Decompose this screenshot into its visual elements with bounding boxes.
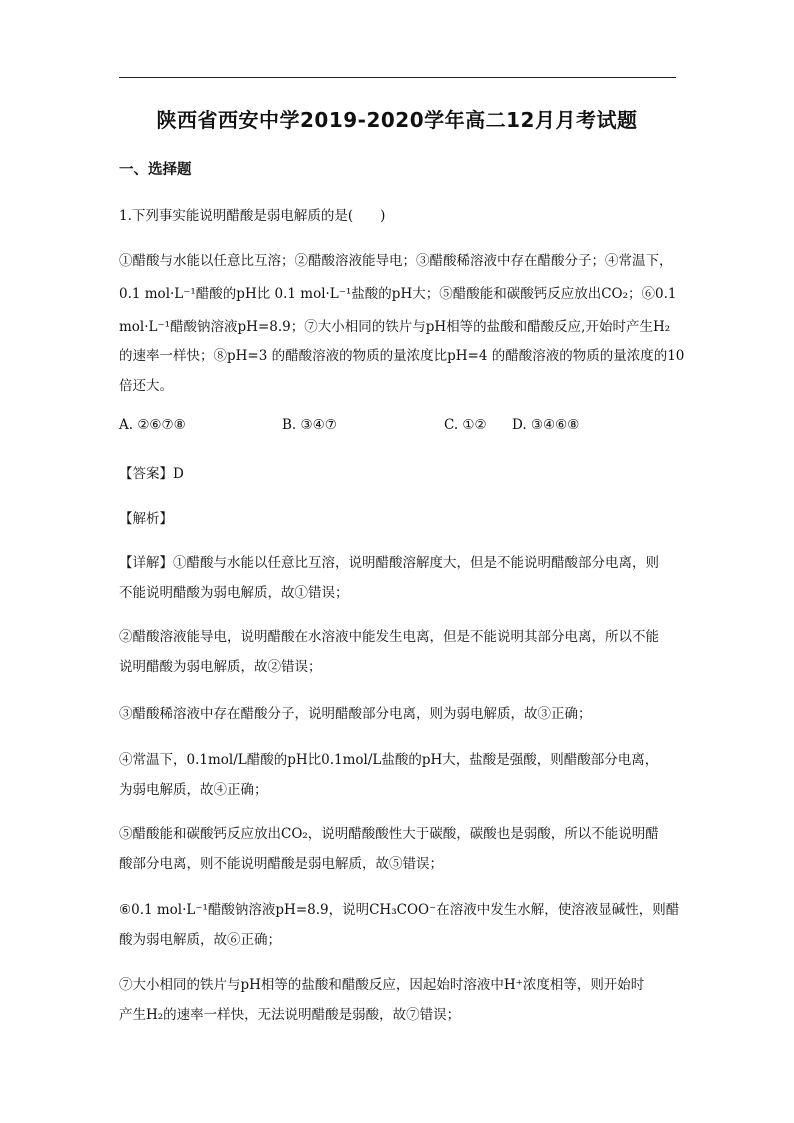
option-d: D. ③④⑥⑧ (512, 417, 580, 433)
question-line-4: 的速率一样快；⑧pH=3 的醋酸溶液的物质的量浓度比pH=4 的醋酸溶液的物质的量浓度的10 (119, 348, 685, 364)
explanation-line: 酸为弱电解质，故⑥正确； (119, 932, 281, 948)
answer-line: 【答案】D (119, 466, 184, 482)
explanation-line: 为弱电解质，故④正确； (119, 782, 268, 798)
question-line-2: 0.1 mol·L⁻¹醋酸的pH比 0.1 mol·L⁻¹盐酸的pH大；⑤醋酸能和碳酸钙反应放出CO₂；⑥0.1 (119, 286, 677, 302)
explanation-line: 说明醋酸为弱电解质，故②错误； (119, 659, 322, 675)
section-heading: 一、选择题 (119, 162, 192, 178)
explanation-line: ③醋酸稀溶液中存在醋酸分子，说明醋酸部分电离，则为弱电解质，故③正确； (119, 706, 592, 722)
analysis-heading: 【解析】 (119, 511, 173, 527)
explanation-line: 产生H₂的速率一样快，无法说明醋酸是弱酸，故⑦错误； (119, 1007, 461, 1023)
explanation-line: 不能说明醋酸为弱电解质，故①错误； (119, 585, 349, 601)
header-rule (119, 77, 676, 78)
question-stem: 1.下列事实能说明醋酸是弱电解质的是( ) (119, 208, 386, 224)
explanation-line: ④常温下，0.1mol/L醋酸的pH比0.1mol/L盐酸的pH大，盐酸是强酸，则醋酸部分电离， (119, 752, 659, 768)
explanation-line: ②醋酸溶液能导电，说明醋酸在水溶液中能发生电离，但是不能说明其部分电离，所以不能 (119, 629, 659, 645)
explanation-line: 酸部分电离，则不能说明醋酸是弱电解质，故⑤错误； (119, 856, 443, 872)
question-line-5: 倍还大。 (119, 378, 173, 394)
explanation-line: ⑤醋酸能和碳酸钙反应放出CO₂，说明醋酸酸性大于碳酸，碳酸也是弱酸，所以不能说明醋 (119, 826, 659, 842)
explanation-line: ⑥0.1 mol·L⁻¹醋酸钠溶液pH=8.9，说明CH₃COO⁻在溶液中发生水解，使溶液显碱性，则醋 (119, 902, 680, 918)
option-c: C. ①② (444, 417, 487, 433)
option-a: A. ②⑥⑦⑧ (119, 417, 186, 433)
question-line-3: mol·L⁻¹醋酸钠溶液pH=8.9；⑦大小相同的铁片与pH相等的盐酸和醋酸反应,开始时产生H₂ (119, 319, 671, 335)
explanation-line: 【详解】①醋酸与水能以任意比互溶，说明醋酸溶解度大，但是不能说明醋酸部分电离，则 (119, 555, 659, 571)
question-line-1: ①醋酸与水能以任意比互溶；②醋酸溶液能导电；③醋酸稀溶液中存在醋酸分子；④常温下， (119, 253, 673, 269)
option-b: B. ③④⑦ (282, 417, 337, 433)
explanation-line: ⑦大小相同的铁片与pH相等的盐酸和醋酸反应，因起始时溶液中H⁺浓度相等，则开始时 (119, 977, 645, 993)
page-title: 陕西省西安中学2019-2020学年高二12月月考试题 (156, 108, 638, 132)
